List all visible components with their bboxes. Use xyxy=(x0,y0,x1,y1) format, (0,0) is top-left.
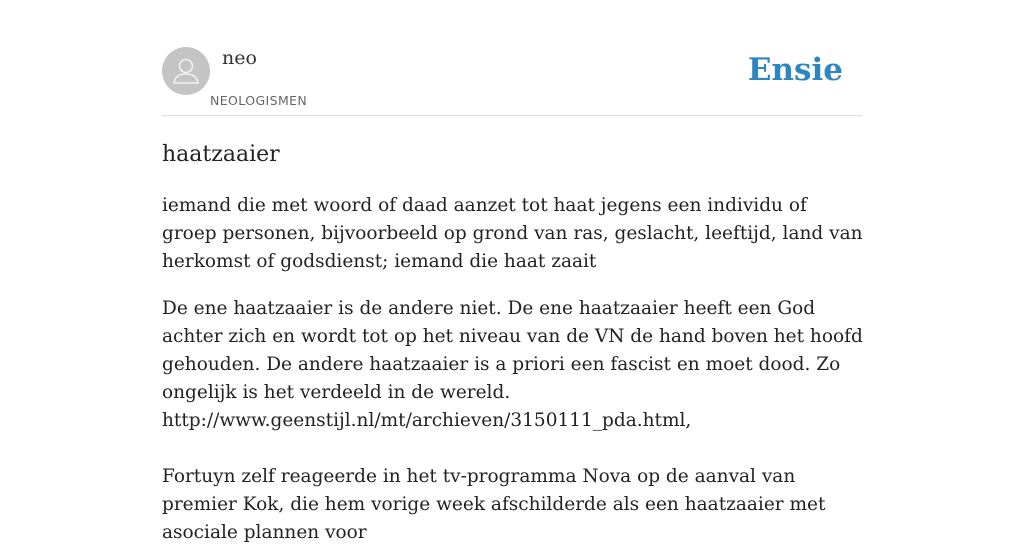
example-quote: De ene haatzaaier is de andere niet. De ene haatzaaier heeft een God achter zich en wordt tot op het niveau van de VN de hand boven het hoofd gehouden. De andere haatzaaier is a priori een fascist en moet dood. Zo ongelijk is het verdeeld in de wereld. xyxy=(162,298,863,403)
entry-card xyxy=(162,0,863,543)
source-link[interactable]: http://www.geenstijl.nl/mt/archieven/3150111_pda.html, xyxy=(162,410,692,431)
page-title: haatzaaier xyxy=(162,142,280,167)
user-icon xyxy=(162,47,210,95)
definition-text: iemand die met woord of daad aanzet tot haat jegens een individu of groep personen, bijvoorbeeld op grond van ras, geslacht, leeftijd, land van herkomst of godsdienst; iemand die haat zaait xyxy=(162,195,863,272)
avatar[interactable] xyxy=(162,47,210,95)
category-link[interactable]: NEOLOGISMEN xyxy=(210,93,308,108)
author-link[interactable]: neo xyxy=(222,47,257,69)
example-quote-2: Fortuyn zelf reageerde in het tv-programma Nova op de aanval van premier Kok, die hem vorige week afschilderde als een haatzaaier met asociale plannen voor xyxy=(162,466,826,543)
example-text xyxy=(162,295,867,547)
brand-logo[interactable]: Ensie xyxy=(747,52,843,88)
paragraph-gap xyxy=(162,435,867,463)
entry-header xyxy=(162,0,862,116)
